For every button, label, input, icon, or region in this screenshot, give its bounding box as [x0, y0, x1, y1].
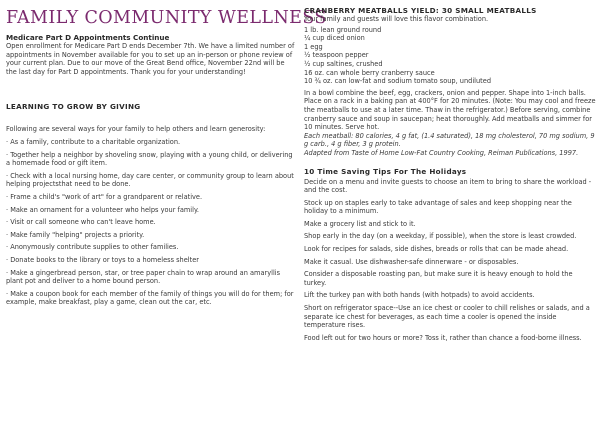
list-item: · As a family, contribute to a charitable organization. [6, 137, 181, 146]
tip-item: Make it casual. Use dishwasher-safe dinnerware - or disposables. [304, 257, 519, 266]
tip-item: Decide on a menu and invite guests to choose an item to bring to share the workload - and the cost. [304, 177, 592, 195]
medicare-body: Open enrollment for Medicare Part D ends December 7th. We have a limited number of appointments in November available for you to set up an in-person or phone review of your current plan. Due to our move of the Great Bend office, November 22nd will be the last day for Part D appointments. Thank you for your understanding! [6, 42, 295, 76]
tip-item: Stock up on staples early to take advantage of sales and keep shopping near the holiday to a minimum. [304, 198, 572, 216]
ingredient-item: ½ teaspoon pepper [304, 51, 369, 60]
tip-item: Food left out for two hours or more? Toss it, rather than chance a food-borne illness. [304, 333, 582, 342]
list-item: · Donate books to the library or toys to a homeless shelter [6, 255, 199, 264]
tip-item: Short on refrigerator space--Use an ice chest or cooler to chill relishes or salads, and a separate ice chest for beverages, as each time a cooler is opened the inside temperature rises. [304, 304, 590, 330]
tip-item: Lift the turkey pan with both hands (with hotpads) to avoid accidents. [304, 291, 535, 300]
list-item: · Make a coupon book for each member of the family of things you will do for them; for example, make breakfast, play a game, clean out the car, etc. [6, 289, 294, 307]
tip-item: Look for recipes for salads, side dishes, breads or rolls that can be made ahead. [304, 245, 569, 254]
ingredient-item: 10 ¾ oz. can low-fat and sodium tomato soup, undiluted [304, 77, 492, 86]
right-column [304, 0, 596, 342]
ingredient-item: 16 oz. can whole berry cranberry sauce [304, 68, 435, 77]
ingredient-item: ¼ cup diced onion [304, 34, 365, 43]
list-item: · Make a gingerbread person, star, or tree paper chain to wrap around an amaryllis plant pot and deliver to a home bound person. [6, 268, 281, 286]
tip-item: Make a grocery list and stick to it. [304, 219, 416, 228]
tips-heading: 10 Time Saving Tips For The Holidays [304, 166, 467, 176]
ingredient-list [304, 26, 596, 86]
recipe-nutrition: Each meatball: 80 calories, 4 g fat, (1.4 saturated), 18 mg cholesterol, 70 mg sodium, 9 g carb., 4 g fiber, 3 g protein. [304, 131, 595, 149]
tip-item: Shop early in the day (on a weekday, if possible), when the store is least crowded. [304, 232, 577, 241]
masthead-title: FAMILY COMMUNITY WELLNESS [6, 8, 327, 28]
ingredient-item: 1 lb. lean ground round [304, 25, 382, 34]
ingredient-item: ½ cup saltines, crushed [304, 59, 383, 68]
recipe-source: Adapted from Taste of Home Low-Fat Country Cooking, Reiman Publications, 1997. [304, 148, 579, 157]
list-item: · Make family "helping" projects a priority. [6, 230, 145, 239]
list-item: · Make an ornament for a volunteer who helps your family. [6, 205, 200, 214]
list-item: · Together help a neighbor by shoveling snow, playing with a young child, or delivering a homemade food or gift item. [6, 150, 293, 168]
ingredient-item: 1 egg [304, 42, 323, 51]
recipe-subtitle: Your family and guests will love this flavor combination. [304, 15, 489, 23]
tip-item: Consider a disposable roasting pan, but make sure it is heavy enough to hold the turkey. [304, 270, 573, 287]
recipe-directions: In a bowl combine the beef, egg, crackers, onion and pepper. Shape into 1-inch balls. Place on a rack in a baking pan at 400°F for 20 minutes. (Note: You may cool and freeze the meatballs to use at a later time. Thaw in the refrigerator.) Before serving, combine cranberry sauce and soup in saucepan; heat thoroughly. Add meatballs and simmer for 10 minutes. Serve hot. [304, 88, 596, 132]
list-item: · Frame a child's "work of art" for a grandparent or relative. [6, 192, 203, 201]
tips-list [304, 178, 596, 343]
list-item: · Visit or call someone who can't leave home. [6, 218, 156, 227]
list-item: · Check with a local nursing home, day care center, or community group to learn about helping projectsthat need to be done. [6, 171, 294, 189]
giving-intro: Following are several ways for your family to help others and learn generosity: [6, 125, 266, 134]
recipe-title: CRANBERRY MEATBALLS YIELD: 30 SMALL MEATBALLS [304, 6, 537, 15]
list-item: · Anonymously contribute supplies to other families. [6, 243, 179, 252]
giving-list [6, 138, 296, 307]
giving-heading: LEARNING TO GROW BY GIVING [6, 102, 141, 112]
medicare-heading: Medicare Part D Appointments Continue [6, 33, 170, 42]
